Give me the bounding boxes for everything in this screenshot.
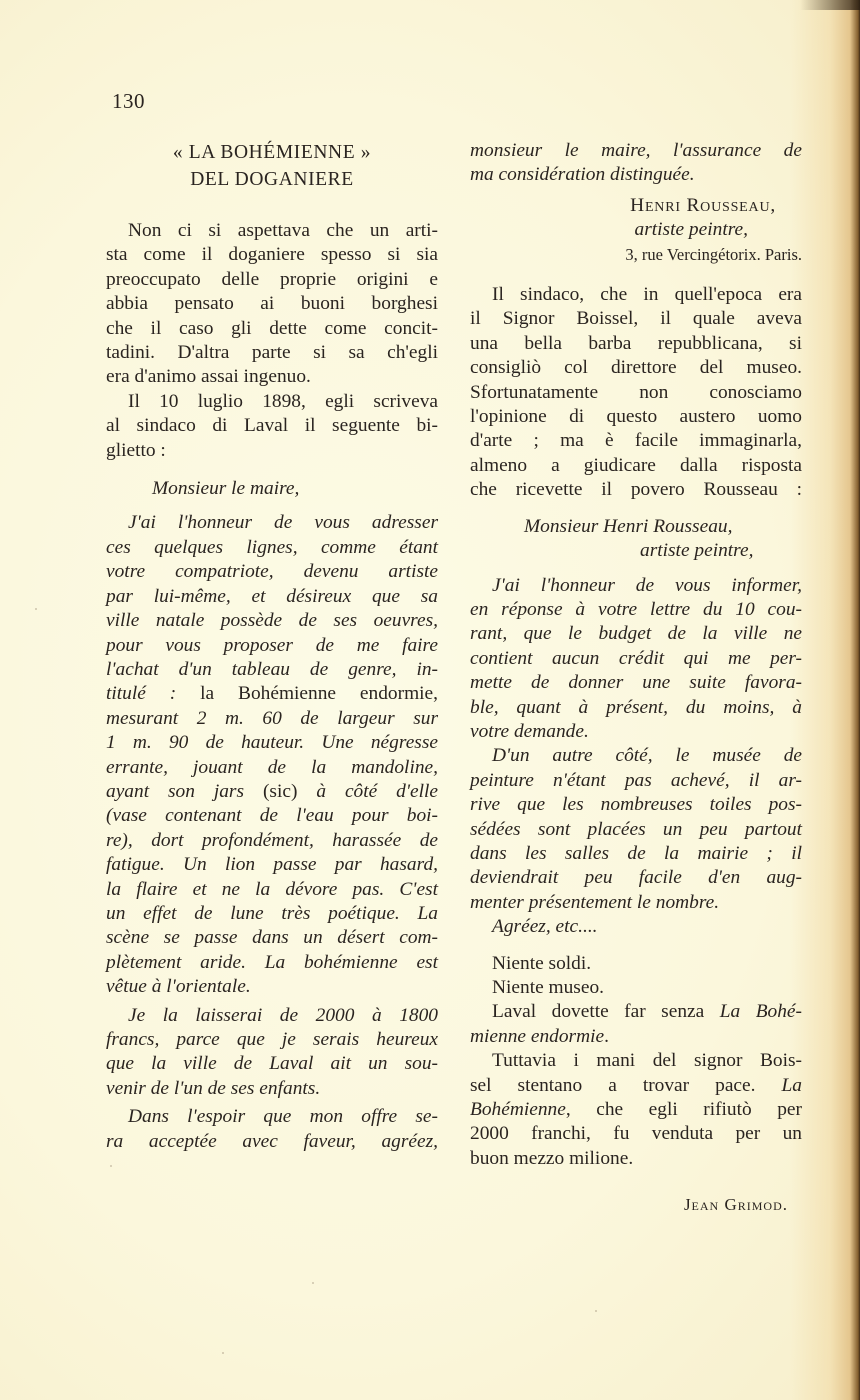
text-fragment: , che egli rifiutò per [565,1099,802,1121]
text-line: fatigue. Un lion passe par hasard, [106,854,438,876]
reply-paragraph-2 [470,744,802,915]
text-line: Tuttavia i mani del signor Bois- [492,1050,802,1072]
paper-speck [222,1352,224,1354]
rousseau-signature [470,194,802,267]
text-line: deviendrait peu facile d'en aug- [470,867,802,889]
text-line: votre demande. [470,720,589,742]
text-line: scène se passe dans un désert com- [106,927,438,949]
text-line: il Signor Boissel, il quale aveva [470,308,802,330]
text-fragment: . [604,1025,609,1047]
letter-close [470,139,802,188]
text-fragment: titulé : [106,683,177,705]
text-fragment: à côté d'elle [297,780,438,802]
painting-title: Bohémienne [470,1099,566,1121]
paper-speck [312,1282,314,1284]
text-line: mesurant 2 m. 60 de largeur sur [106,707,438,729]
text-line: che ricevette il povero Rousseau : [470,479,802,501]
text-line: ma considération distinguée. [470,164,695,186]
text-line [106,682,438,706]
painting-title: La Bohé- [719,1001,802,1023]
text-line: en réponse à votre lettre du 10 cou- [470,598,802,620]
text-line: che il caso gli dette come concit- [106,317,438,339]
title-line-1: « LA BOHÉMIENNE » [172,142,372,163]
text-line: sédées sont placées un peu partout [470,818,802,840]
text-line [470,1025,802,1049]
text-line: que la ville de Laval ait un sou- [106,1053,438,1075]
reply-addressee-title: artiste peintre, [640,540,754,562]
signature-address: 3, rue Vercingétorix. Paris. [625,244,802,264]
text-line: consigliò col direttore del museo. [470,357,802,379]
text-line: l'opinione di questo austero uomo [470,406,802,428]
painting-title: La [781,1074,802,1096]
text-line [470,1000,802,1024]
signature-title: artiste peintre, [634,219,748,241]
text-line: re), dort profondément, harassée de [106,829,438,851]
text-line: pour vous proposer de me faire [106,634,438,656]
text-line: D'un autre côté, le musée de [492,745,802,767]
text-line: abbia pensato ai buoni borghesi [106,293,438,315]
text-fragment: sel stentano a trovar pace. [470,1074,782,1096]
text-line: francs, parce que je serais heureux [106,1029,438,1050]
article-title [106,139,438,193]
text-line: votre compatriote, devenu artiste [106,561,438,583]
ending-section [470,952,802,1172]
text-line: Il sindaco, che in quell'epoca era [492,284,802,306]
text-line: venir de l'un de ses enfants. [106,1077,321,1099]
text-line: peinture n'étant pas achevé, il ar- [470,769,802,791]
date-paragraph [106,390,438,463]
text-line: Sfortunatamente non conosciamo [470,381,802,403]
text-line: Non ci si aspettava che un arti- [128,220,438,241]
intro-paragraph [106,219,438,390]
text-line: d'arte ; ma è facile immaginarla, [470,430,802,452]
text-fragment: Laval dovette far senza [492,1001,720,1023]
text-line: l'achat d'un tableau de genre, in- [106,658,438,680]
text-line: era d'animo assai ingenuo. [106,366,311,388]
text-line: (vase contenant de l'eau pour boi- [106,805,438,827]
text-line: ville natale possède de ses oeuvres, [106,610,438,632]
text-line: 2000 franchi, fu venduta per un [470,1123,802,1145]
text-line: Niente soldi. [492,952,592,974]
reply-paragraph-1 [470,574,802,745]
signature-name: Henri Rousseau, [630,194,776,216]
text-line: Il 10 luglio 1898, egli scriveva [128,390,438,412]
left-column [106,139,438,1154]
text-line: errante, jouant de la mandoline, [106,756,438,778]
text-line: monsieur le maire, l'assurance de [470,140,802,161]
text-line: mette de donner une suite favora- [470,672,802,694]
title-line-2: DEL DOGANIERE [190,169,354,190]
text-line: J'ai l'honneur de vous adresser [128,512,438,534]
text-line: preoccupato delle proprie origini e [106,268,438,290]
text-line: vêtue à l'orientale. [106,976,251,998]
text-line: Niente museo. [492,977,605,998]
page-number: 130 [112,89,145,113]
text-line: contient aucun crédit qui me per- [470,647,802,669]
text-line: 1 m. 90 de hauteur. Une négresse [106,732,438,754]
text-line: Dans l'espoir que mon offre se- [128,1106,438,1128]
text-line: rive que les nombreuses toiles pos- [470,794,802,816]
text-line: J'ai l'honneur de vous informer, [492,574,802,596]
text-line: buon mezzo milione. [470,1147,634,1169]
text-line: al sindaco di Laval il seguente bi- [106,415,438,437]
sic-note: (sic) [262,780,298,802]
paper-speck [110,1165,112,1167]
page-corner-shadow [800,0,860,10]
author-signature: Jean Grimod. [683,1195,788,1215]
reply-addressee: Monsieur Henri Rousseau, [524,515,733,537]
text-line [470,1098,802,1122]
text-line [106,780,438,804]
text-line: una bella barba repubblicana, si [470,332,802,354]
text-line: un effet de lune très poétique. La [106,902,438,924]
text-line: Je la laisserai de 2000 à 1800 [128,1004,438,1026]
text-line: glietto : [106,439,166,461]
text-line: dans les salles de la mairie ; il [470,842,802,864]
reply-header [470,515,802,564]
text-line: ble, quant à présent, du moins, à [470,696,802,718]
paper-speck [35,608,37,610]
text-line: rant, que le budget de la ville ne [470,623,802,645]
narrative-paragraph [470,283,802,503]
reply-close: Agréez, etc.... [492,916,598,938]
text-line: tadini. D'altra parte si sa ch'egli [106,342,438,364]
letter-paragraph-1 [106,511,438,999]
text-line: la flaire et ne la dévore pas. C'est [106,878,438,900]
text-line: menter présentement le nombre. [470,891,720,913]
painting-title: la Bohémienne endormie, [176,683,438,705]
right-column [470,139,802,1218]
text-line: almeno a giudicare dalla risposta [470,454,802,476]
text-line: par lui-même, et désireux que sa [106,585,438,607]
painting-title: mienne endormie [470,1025,605,1047]
text-line: sta come il doganiere spesso si sia [106,244,438,266]
text-fragment: ayant son jars [106,780,263,802]
text-line: ra acceptée avec faveur, agréez, [106,1130,438,1152]
paper-speck [595,1310,597,1312]
text-line: plètement aride. La bohémienne est [106,951,438,973]
letter-salutation: Monsieur le maire, [152,478,300,500]
letter-paragraph-2 [106,1004,438,1102]
text-line: ces quelques lignes, comme étant [106,536,438,558]
text-line [470,1074,802,1098]
letter-paragraph-3 [106,1105,438,1154]
